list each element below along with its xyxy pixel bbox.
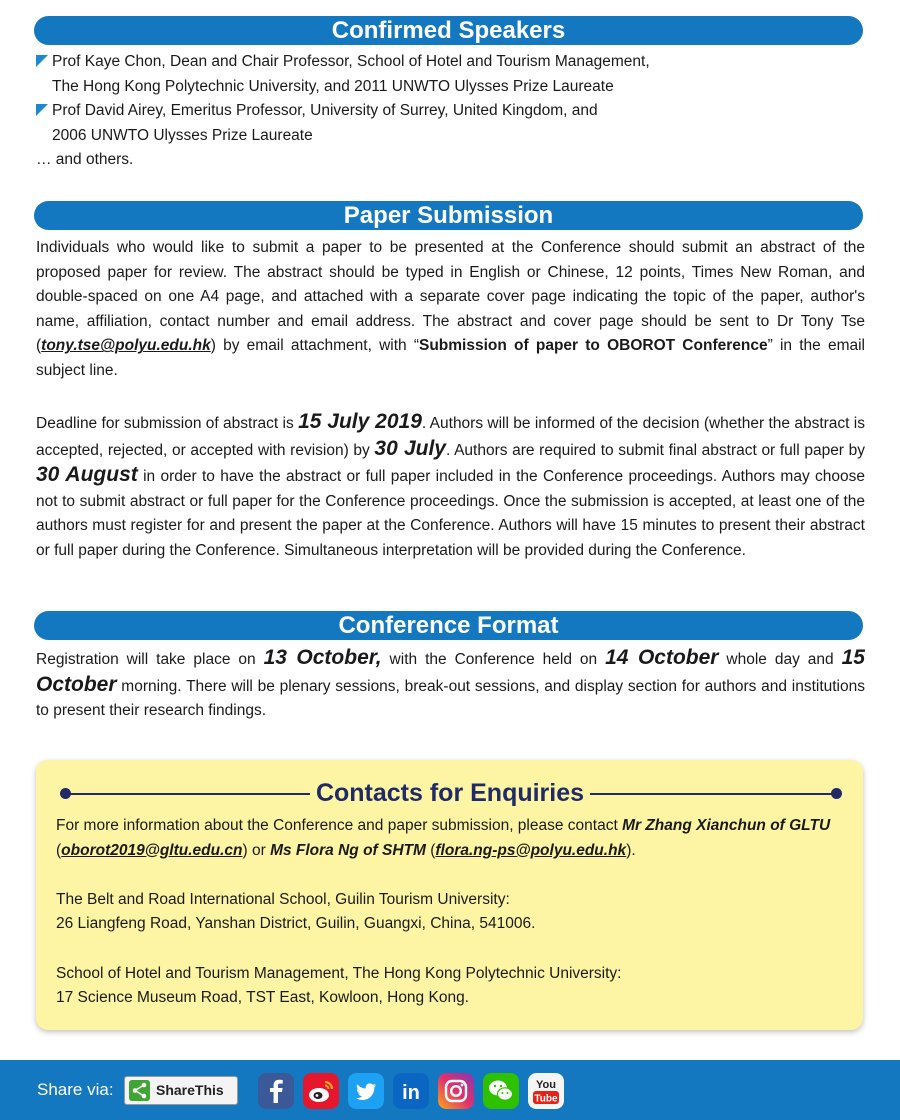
- paper-paragraph-1: Individuals who would like to submit a paper to be presented at the Conference should submit an abstract of the proposed paper for review. The abstract should be typed in English or Chinese, 12 points, Times New Roman, and double-spaced on one A4 page, and attached with a separate cover page indicating the topic of the paper, author's name, affiliation, contact number and email address. The abstract and cover page should be sent to Dr Tony Tse (tony.tse@polyu.edu.hk) by email attachment, with “Submission of paper to OBOROT Conference” in the email subject line.: [36, 239, 865, 379]
- conference-end-date: 15 October: [36, 646, 865, 696]
- speaker-item: [36, 99, 865, 148]
- share-footer: [0, 1060, 900, 1120]
- address-2-line-1: School of Hotel and Tourism Management, The Hong Kong Polytechnic University:: [56, 964, 622, 982]
- contacts-heading: Contacts for Enquiries: [60, 777, 840, 809]
- share-via-label: Share via:: [37, 1080, 114, 1099]
- confirmed-speakers-heading: Confirmed Speakers: [34, 16, 863, 45]
- contacts-intro: For more information about the Conference and paper submission, please contact Mr Zhang Xianchun of GLTU (oborot2019@gltu.edu.cn) or Ms Flora Ng of SHTM (flora.ng-ps@polyu.edu.hk).: [56, 817, 831, 859]
- paper-paragraph-2: Deadline for submission of abstract is 15 July 2019. Authors will be informed of the decision (whether the abstract is accepted, rejected, or accepted with revision) by 30 July. Authors are required to submit final abstract or full paper by 30 August in order to have the abstract or full paper included in the Conference proceedings. Authors may choose not to submit abstract or full paper for the Conference proceedings. Once the submission is accepted, at least one of the authors must register for and present the paper at the Conference. Authors will have 15 minutes to present their abstract or full paper during the Conference. Simultaneous interpretation will be provided during the Conference.: [36, 410, 866, 559]
- triangle-bullet-icon: [36, 104, 48, 116]
- linkedin-icon[interactable]: [393, 1073, 429, 1109]
- registration-date: 13 October,: [263, 646, 382, 669]
- speaker-item: [36, 50, 865, 99]
- speaker-line-2: The Hong Kong Polytechnic University, and 2011 UNWTO Ulysses Prize Laureate: [52, 77, 614, 95]
- conference-date: 14 October: [605, 646, 719, 669]
- speaker-line-1: Prof Kaye Chon, Dean and Chair Professor, School of Hotel and Tourism Management,: [52, 53, 650, 70]
- sharethis-button[interactable]: [124, 1076, 238, 1105]
- contacts-heading-row: [60, 777, 840, 807]
- contacts-box: [36, 760, 863, 1030]
- linkedin-text: in: [402, 1082, 420, 1104]
- youtube-text-bottom: Tube: [534, 1093, 558, 1105]
- tony-tse-email-link[interactable]: tony.tse@polyu.edu.hk: [41, 337, 211, 355]
- paper-submission-heading: Paper Submission: [34, 201, 863, 230]
- weibo-icon[interactable]: [303, 1073, 339, 1109]
- youtube-text-top: You: [536, 1079, 556, 1091]
- share-icon: [129, 1080, 150, 1101]
- contacts-body: [56, 814, 846, 1011]
- address-1-line-2: 26 Liangfeng Road, Yanshan District, Guilin, Guangxi, China, 541006.: [56, 915, 536, 933]
- youtube-icon[interactable]: [528, 1073, 564, 1109]
- abstract-deadline: 15 July 2019: [298, 410, 422, 433]
- shtm-email-link[interactable]: flora.ng-ps@polyu.edu.hk: [435, 841, 627, 859]
- address-1-line-1: The Belt and Road International School, Guilin Tourism University:: [56, 890, 510, 908]
- conference-format-heading: Conference Format: [34, 611, 863, 640]
- decision-date: 30 July: [374, 436, 446, 460]
- wechat-icon[interactable]: [483, 1073, 519, 1109]
- email-subject-text: Submission of paper to OBOROT Conference: [419, 337, 768, 355]
- final-paper-deadline: 30 August: [36, 463, 138, 487]
- triangle-bullet-icon: [36, 55, 48, 67]
- format-paragraph: Registration will take place on 13 October, with the Conference held on 14 October whole day and 15 October morning. There will be plenary sessions, break-out sessions, and display section for authors and institutions to present their research findings.: [36, 646, 865, 720]
- contact-name-2: Ms Flora Ng of SHTM: [270, 841, 426, 859]
- facebook-icon[interactable]: [258, 1073, 294, 1109]
- speakers-others: … and others.: [36, 151, 134, 169]
- address-2-line-2: 17 Science Museum Road, TST East, Kowloon, Hong Kong.: [56, 989, 469, 1007]
- speaker-line-1: Prof David Airey, Emeritus Professor, University of Surrey, United Kingdom, and: [52, 102, 598, 120]
- gltu-email-link[interactable]: oborot2019@gltu.edu.cn: [61, 841, 243, 859]
- instagram-icon[interactable]: [438, 1073, 474, 1109]
- twitter-icon[interactable]: [348, 1073, 384, 1109]
- speakers-list: [36, 50, 865, 173]
- speaker-line-2: 2006 UNWTO Ulysses Prize Laureate: [52, 126, 313, 144]
- contact-name-1: Mr Zhang Xianchun of GLTU: [622, 817, 831, 834]
- sharethis-label: ShareThis: [156, 1082, 224, 1098]
